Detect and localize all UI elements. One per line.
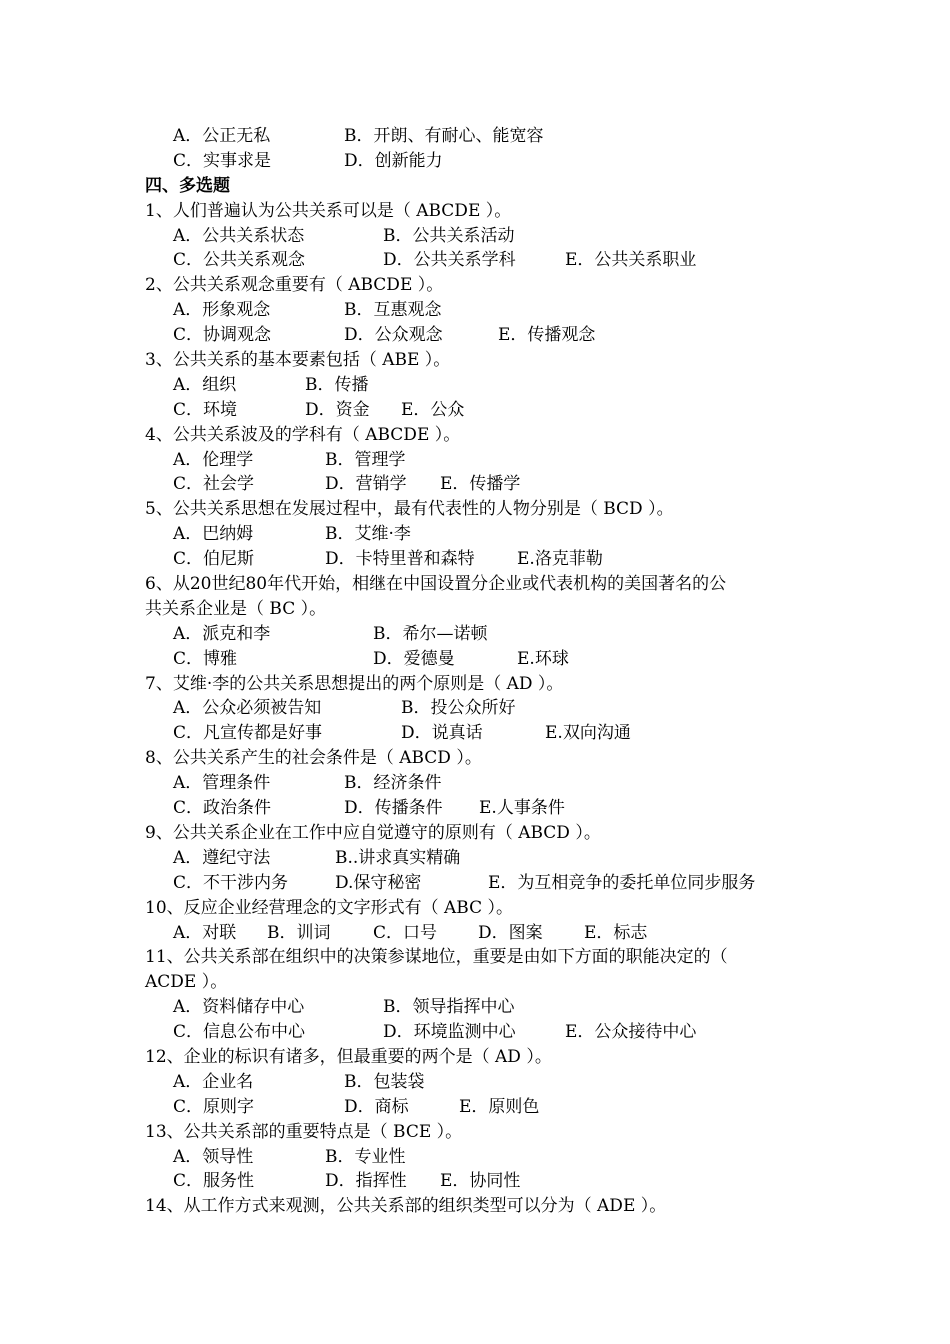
option-item: D．卡特里普和森特 [325, 549, 475, 570]
question-stem: 9、公共关系企业在工作中应自觉遵守的原则有（ ABCD ）。 [145, 822, 601, 843]
question-stem: 8、公共关系产生的社会条件是（ ABCD ）。 [145, 748, 482, 769]
option-item: C．政治条件 [173, 798, 272, 819]
option-item: E．原则色 [459, 1096, 540, 1117]
option-item: C．原则字 [173, 1096, 255, 1117]
option-row [145, 995, 825, 1020]
question-stem: 10、反应企业经营理念的文字形式有（ ABC ）。 [145, 897, 514, 918]
option-item: C．公共关系观念 [173, 250, 306, 271]
option-item: E.环球 [517, 648, 569, 669]
question-stem: 12、企业的标识有诸多，但最重要的两个是（ AD ）。 [145, 1046, 552, 1067]
option-item: D．说真话 [401, 723, 483, 744]
option-item: A．管理条件 [173, 773, 271, 794]
option-item: B．包装袋 [344, 1071, 425, 1092]
option-row [145, 248, 825, 273]
option-row [145, 373, 825, 398]
option-row [145, 323, 825, 348]
option-item: E.洛克菲勒 [517, 549, 603, 570]
option-item: C．社会学 [173, 474, 255, 495]
option-item: A．资料储存中心 [173, 997, 305, 1018]
option-row [145, 622, 825, 647]
option-item: D．环境监测中心 [383, 1022, 516, 1043]
option-item: E．公众接待中心 [565, 1022, 697, 1043]
option-row [145, 472, 825, 497]
option-item: A．公众必须被告知 [173, 698, 322, 719]
option-item: A．对联 [173, 922, 237, 943]
option-item: B．投公众所好 [401, 698, 516, 719]
option-item: B．传播 [305, 374, 369, 395]
option-item: D．公众观念 [344, 325, 443, 346]
option-item: D．图案 [478, 922, 543, 943]
option-row [145, 771, 825, 796]
option-item: A．派克和李 [173, 623, 271, 644]
option-item: C．不干涉内务 [173, 872, 289, 893]
option-item: B．训词 [267, 922, 331, 943]
option-item: D．资金 [305, 399, 370, 420]
question-stem: 2、公共关系观念重要有（ ABCDE ）。 [145, 275, 444, 296]
option-item: C．博雅 [173, 648, 238, 669]
option-row [145, 298, 825, 323]
question-stem: 14、从工作方式来观测，公共关系部的组织类型可以分为（ ADE ）。 [145, 1196, 667, 1217]
option-item: D．营销学 [325, 474, 407, 495]
option-item: E．公众 [401, 399, 465, 420]
option-d: D．创新能力 [344, 150, 443, 171]
option-item: E．公共关系职业 [565, 250, 697, 271]
option-row [145, 1095, 825, 1120]
option-item: D．公共关系学科 [383, 250, 516, 271]
option-item: C．协调观念 [173, 325, 272, 346]
option-row [145, 846, 825, 871]
option-item: E．协同性 [440, 1171, 521, 1192]
option-item: C．信息公布中心 [173, 1022, 306, 1043]
option-item: B．希尔—诺顿 [373, 623, 488, 644]
question-stem: 11、公共关系部在组织中的决策参谋地位，重要是由如下方面的职能决定的（ [145, 947, 728, 968]
option-item: D.保守秘密 [335, 872, 422, 893]
question-stem: 13、公共关系部的重要特点是（ BCE ）。 [145, 1121, 463, 1142]
option-item: E.人事条件 [479, 798, 565, 819]
question-stem: 3、公共关系的基本要素包括（ ABE ）。 [145, 350, 451, 371]
question-stem-continued: ACDE ）。 [145, 972, 228, 993]
option-item: B．艾维·李 [325, 524, 411, 545]
option-item: D．商标 [344, 1096, 409, 1117]
option-item: A．企业名 [173, 1071, 254, 1092]
option-item: E.双向沟通 [545, 723, 631, 744]
option-item: C．伯尼斯 [173, 549, 255, 570]
option-item: D．传播条件 [344, 798, 443, 819]
option-row [145, 921, 825, 946]
option-row [145, 522, 825, 547]
option-item: A．伦理学 [173, 449, 254, 470]
option-item: D．爱德曼 [373, 648, 455, 669]
question-stem: 7、艾维·李的公共关系思想提出的两个原则是（ AD ）。 [145, 673, 564, 694]
option-row [145, 696, 825, 721]
option-item: C．环境 [173, 399, 238, 420]
option-item: B．经济条件 [344, 773, 442, 794]
option-item: A．组织 [173, 374, 237, 395]
option-c: C．实事求是 [173, 150, 272, 171]
option-item: C．凡宣传都是好事 [173, 723, 323, 744]
option-row [145, 1145, 825, 1170]
option-row [145, 547, 825, 572]
option-row [145, 721, 825, 746]
option-item: B．专业性 [325, 1146, 406, 1167]
option-item: A．遵纪守法 [173, 847, 271, 868]
section-title: 四、多选题 [145, 175, 230, 196]
option-row [145, 1169, 825, 1194]
option-item: B．管理学 [325, 449, 406, 470]
option-row [145, 1020, 825, 1045]
option-b: B．开朗、有耐心、能宽容 [344, 126, 544, 146]
option-row [145, 796, 825, 821]
option-row [145, 124, 825, 149]
option-row [145, 149, 825, 174]
option-item: C．服务性 [173, 1171, 255, 1192]
option-item: E．标志 [584, 922, 648, 943]
option-row [145, 448, 825, 473]
option-item: A．公共关系状态 [173, 225, 305, 246]
option-item: C．口号 [373, 922, 438, 943]
option-item: A．巴纳姆 [173, 524, 254, 545]
option-row [145, 1070, 825, 1095]
question-list [145, 124, 825, 1219]
option-item: E．传播学 [440, 474, 521, 495]
question-stem: 6、从20世纪80年代开始，相继在中国设置分企业或代表机构的美国著名的公 [145, 574, 727, 595]
option-item: B．公共关系活动 [383, 225, 515, 246]
option-item: D．指挥性 [325, 1171, 407, 1192]
option-row [145, 647, 825, 672]
question-stem: 5、公共关系思想在发展过程中，最有代表性的人物分别是（ BCD ）。 [145, 499, 674, 520]
option-item: B..讲求真实精确 [335, 847, 461, 868]
option-item: E．传播观念 [498, 325, 596, 346]
option-a: A．公正无私 [173, 126, 271, 146]
option-row [145, 871, 825, 896]
option-row [145, 398, 825, 423]
option-item: A．领导性 [173, 1146, 254, 1167]
question-stem: 4、公共关系波及的学科有（ ABCDE ）。 [145, 424, 461, 445]
option-row [145, 224, 825, 249]
option-item: B．领导指挥中心 [383, 997, 515, 1018]
option-item: A．形象观念 [173, 300, 271, 321]
question-stem: 1、人们普遍认为公共关系可以是（ ABCDE ）。 [145, 200, 512, 221]
option-item: E．为互相竞争的委托单位同步服务 [488, 872, 756, 893]
option-item: B．互惠观念 [344, 300, 442, 321]
question-stem-continued: 共关系企业是（ BC ）。 [145, 598, 327, 619]
